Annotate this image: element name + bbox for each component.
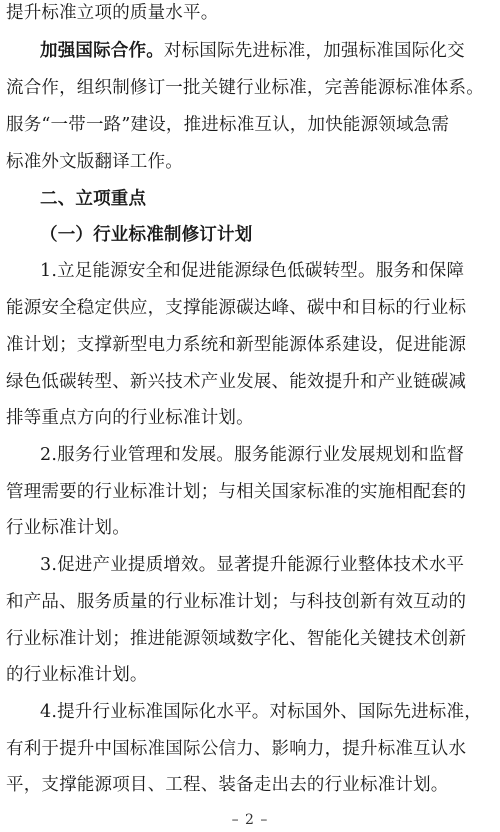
intl-paragraph-line-3 — [6, 113, 500, 137]
item-1-text-5: 排等重点方向的行业标准计划。 — [6, 408, 254, 428]
item-3-text-4: 的行业标准计划。 — [6, 665, 148, 685]
item-2-line-2 — [6, 480, 500, 504]
item-4-text-3: 平，支撑能源项目、工程、装备走出去的行业标准计划。 — [6, 775, 449, 795]
item-1-line-4 — [6, 370, 500, 394]
item-1-line-5 — [6, 406, 500, 430]
item-1-text-4: 绿色低碳转型、新兴技术产业发展、能效提升和产业链碳减 — [6, 372, 467, 392]
item-4-line-2 — [6, 737, 500, 761]
item-3-line-3 — [6, 627, 500, 651]
item-3-text-2: 和产品、服务质量的行业标准计划；与科技创新有效互动的 — [6, 592, 467, 612]
item-1-line-3 — [6, 333, 500, 357]
item-2-lead: 2.服务行业管理和发展。 — [40, 445, 235, 465]
item-4-text-1: 对标国外、国际先进标准， — [269, 702, 482, 722]
item-1-line-2 — [6, 296, 500, 320]
item-4-lead: 4.提升行业标准国际化水平。 — [40, 702, 270, 722]
item-4-line-3 — [6, 773, 500, 797]
intl-paragraph-line-4 — [6, 150, 500, 174]
item-3-line-4 — [6, 663, 500, 687]
intl-paragraph-line-1 — [40, 39, 500, 63]
item-4-text-2: 有利于提升中国标准国际公信力、影响力，提升标准互认水 — [6, 739, 467, 759]
subsection-heading-text: （一）行业标准制修订计划 — [40, 225, 253, 245]
intl-text-3: 服务“一带一路”建设，推进标准互认，加快能源领域急需 — [6, 115, 450, 135]
item-1-text-1: 服务和保障 — [375, 261, 465, 281]
item-2-line-3 — [6, 516, 500, 540]
section-heading — [40, 187, 500, 211]
intl-paragraph-line-2 — [6, 76, 500, 100]
item-3-lead: 3.促进产业提质增效。 — [40, 555, 217, 575]
paragraph-continuation — [6, 1, 500, 25]
item-3-text-3: 行业标准计划；推进能源领域数字化、智能化关键技术创新 — [6, 629, 467, 649]
subsection-heading — [40, 223, 500, 247]
continuation-text: 提升标准立项的质量水平。 — [6, 3, 219, 23]
intl-lead: 加强国际合作。 — [40, 41, 164, 61]
item-1-text-2: 能源安全稳定供应，支撑能源碳达峰、碳中和目标的行业标 — [6, 298, 467, 318]
item-3-line-2 — [6, 590, 500, 614]
item-2-text-2: 管理需要的行业标准计划；与相关国家标准的实施相配套的 — [6, 482, 467, 502]
item-4-line-1 — [40, 700, 500, 724]
item-3-line-1 — [40, 553, 500, 577]
page-number: – 2 – — [231, 812, 269, 828]
item-2-line-1 — [40, 443, 500, 467]
item-3-text-1: 显著提升能源行业整体技术水平 — [216, 555, 465, 575]
intl-text-4: 标准外文版翻译工作。 — [6, 152, 183, 172]
item-1-lead: 1.立足能源安全和促进能源绿色低碳转型。 — [40, 261, 376, 281]
item-1-text-3: 准计划；支撑新型电力系统和新型能源体系建设，促进能源 — [6, 335, 467, 355]
intl-text-2: 流合作，组织制修订一批关键行业标准，完善能源标准体系。 — [6, 78, 484, 98]
item-2-text-1: 服务能源行业发展规划和监督 — [234, 445, 465, 465]
intl-text-1: 对标国际先进标准，加强标准国际化交 — [163, 41, 465, 61]
section-heading-text: 二、立项重点 — [40, 189, 147, 209]
item-2-text-3: 行业标准计划。 — [6, 518, 130, 538]
item-1-line-1 — [40, 259, 500, 283]
